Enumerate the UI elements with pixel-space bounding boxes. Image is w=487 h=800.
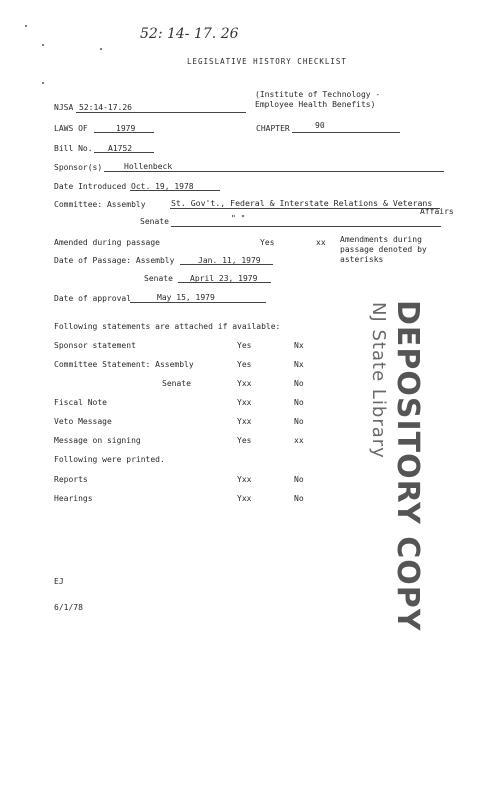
speck [100, 48, 102, 50]
attached-row-label: Veto Message [54, 417, 112, 426]
committee-assembly-value2: Affairs [420, 207, 454, 216]
subject-line2: Employee Health Benefits) [255, 100, 376, 109]
sponsor-label: Sponsor(s) [54, 163, 103, 172]
approval-line [130, 302, 266, 303]
committee-assembly-line [170, 208, 440, 209]
attached-row-yes: Yes [237, 436, 252, 445]
attached-row-yes: Yes [237, 360, 252, 369]
sponsor-line [104, 171, 444, 172]
chapter-label: CHAPTER [256, 124, 290, 133]
attached-row-label: Sponsor statement [54, 341, 136, 350]
printed-row-no: No [294, 475, 304, 484]
attached-row-label: Fiscal Note [54, 398, 107, 407]
attached-row-yes: Yxx [237, 417, 252, 426]
speck [42, 82, 44, 84]
footer-initials: EJ [54, 577, 64, 586]
njsa-label: NJSA [54, 103, 74, 112]
attached-heading: Following statements are attached if available: [54, 322, 281, 331]
passage-label: Date of Passage: Assembly [54, 256, 175, 265]
printed-row-label: Reports [54, 475, 88, 484]
bill-label: Bill No. [54, 144, 93, 153]
attached-row-label: Senate [162, 379, 191, 388]
passage-senate-label: Senate [144, 274, 173, 283]
printed-row-yes: Yxx [237, 475, 252, 484]
date-introduced-label: Date Introduced [54, 182, 127, 191]
handwritten-number: 52: 14- 17. 26 [140, 26, 239, 42]
amended-note1: Amendments during [340, 235, 422, 244]
attached-row-label: Committee Statement: Assembly [54, 360, 194, 369]
printed-row-no: No [294, 494, 304, 503]
njsa-line [76, 112, 246, 113]
attached-row-no: No [294, 417, 304, 426]
chapter-value: 90 [315, 121, 325, 130]
attached-row-label: Message on signing [54, 436, 141, 445]
committee-assembly-value: St. Gov't., Federal & Interstate Relations & Veterans [171, 198, 433, 208]
stamp-line2: DEPOSITORY COPY [390, 300, 425, 632]
attached-row-no: No [294, 379, 304, 388]
sponsor-value: Hollenbeck [124, 162, 173, 171]
passage-senate-value: April 23, 1979 [190, 274, 258, 283]
attached-row-no: xx [294, 436, 304, 445]
approval-value: May 15, 1979 [157, 293, 215, 302]
speck [25, 25, 27, 27]
amended-no: xx [316, 238, 326, 247]
chapter-line [292, 132, 400, 133]
attached-row-no: No [294, 398, 304, 407]
laws-of-value: 1979 [116, 124, 136, 133]
page-title: LEGISLATIVE HISTORY CHECKLIST [187, 57, 347, 66]
bill-value: A1752 [108, 144, 133, 153]
committee-label: Committee: Assembly [54, 200, 146, 209]
committee-senate-line [171, 226, 441, 227]
date-introduced-value: Oct. 19, 1978 [131, 182, 194, 191]
depository-stamp [355, 300, 435, 632]
amended-yes: Yes [260, 238, 275, 247]
attached-row-no: Nx [294, 360, 304, 369]
committee-senate-label: Senate [140, 217, 169, 226]
amended-note3: asterisks [340, 255, 384, 264]
laws-of-label: LAWS OF [54, 124, 88, 133]
attached-row-yes: Yes [237, 341, 252, 350]
amended-label: Amended during passage [54, 238, 160, 247]
committee-senate-value: " " [231, 214, 246, 223]
subject-line1: (Institute of Technology - [255, 90, 381, 99]
footer-date: 6/1/78 [54, 603, 83, 612]
amended-note2: passage denoted by [340, 245, 427, 254]
speck [42, 44, 44, 46]
passage-assembly-value: Jan. 11, 1979 [198, 256, 261, 265]
attached-row-no: Nx [294, 341, 304, 350]
printed-row-label: Hearings [54, 494, 93, 503]
printed-row-yes: Yxx [237, 494, 252, 503]
attached-row-yes: Yxx [237, 379, 252, 388]
attached-row-yes: Yxx [237, 398, 252, 407]
stamp-line1: NJ State Library [368, 302, 389, 459]
njsa-value: 52:14-17.26 [79, 103, 132, 112]
printed-heading: Following were printed. [54, 455, 165, 464]
approval-label: Date of approval [54, 294, 132, 303]
